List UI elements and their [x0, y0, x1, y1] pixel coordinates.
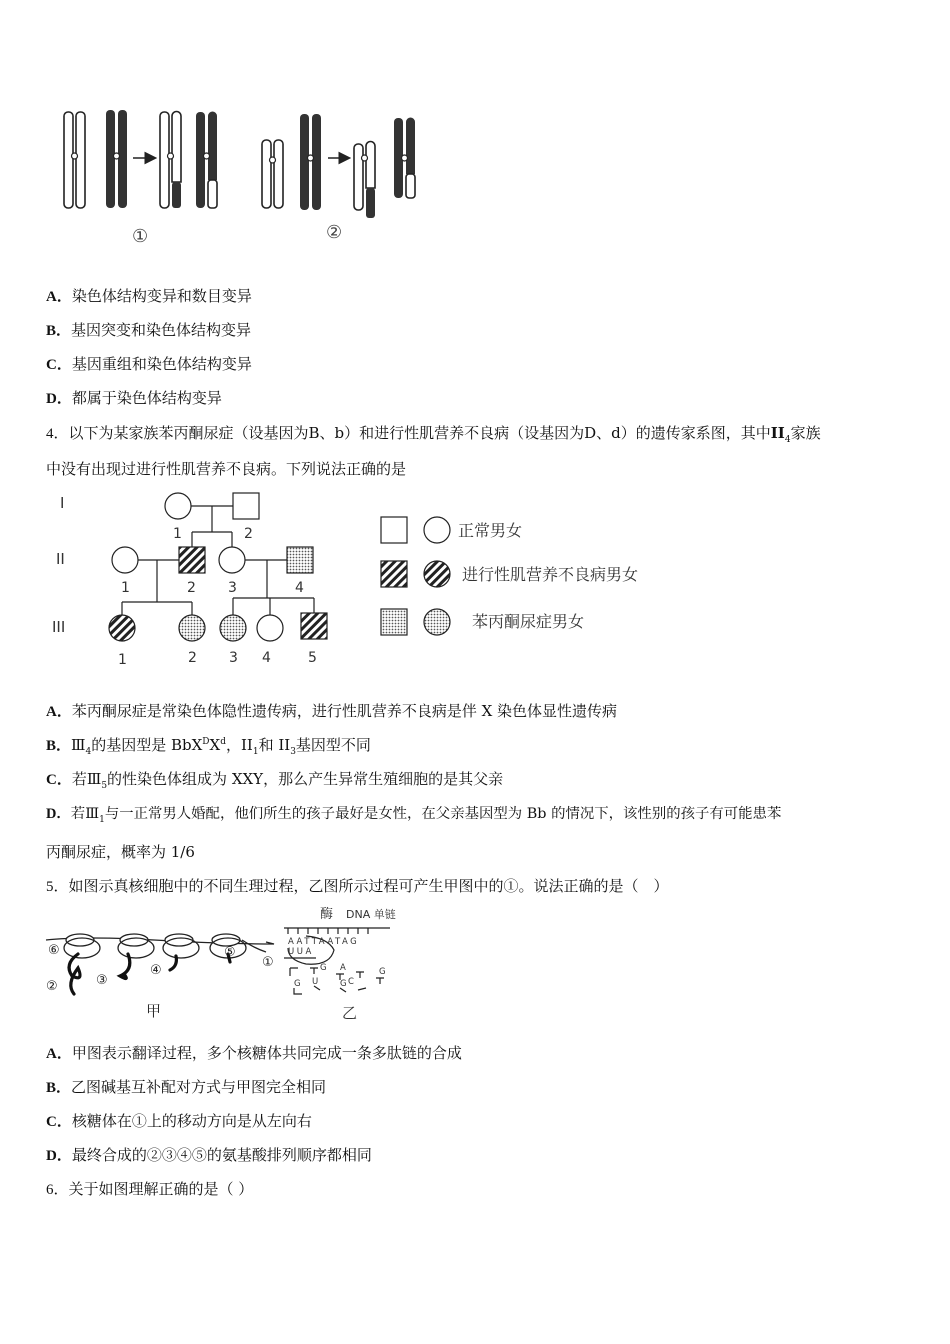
II3-number: 3	[228, 580, 237, 596]
nucleotide-g2: G	[379, 967, 386, 977]
rna-sequence: UUA	[288, 947, 314, 957]
generation-2-label: II	[56, 550, 65, 568]
nucleotide-g1: G	[320, 963, 327, 973]
q4-stem-line2: 中没有出现过进行性肌营养不良病。下列说法正确的是	[46, 460, 407, 478]
nucleotide-c1: C	[348, 977, 354, 987]
legend-pku-female-symbol	[424, 609, 450, 635]
q3-option-c[interactable]: C．基因重组和染色体结构变异	[46, 355, 252, 373]
individual-III3	[220, 615, 246, 641]
legend-normal-male-symbol	[381, 517, 407, 543]
III2-number: 2	[188, 650, 197, 666]
dna-template-sequence: AATTAATAG	[288, 937, 360, 947]
q4-stem-line1: 4．以下为某家族苯丙酮尿症（设基因为B、b）和进行性肌营养不良病（设基因为D、d）的遗传家系图，其中$II_4$家族	[46, 424, 821, 445]
individual-II1	[112, 547, 138, 573]
individual-III4	[257, 615, 283, 641]
nucleotide-g4: G	[340, 979, 347, 989]
q4-option-c[interactable]: C．若$Ⅲ_5$的性染色体组成为 XXY，那么产生异常生殖细胞的是其父亲	[46, 770, 504, 791]
label-6: ⑥	[48, 943, 60, 958]
III4-number: 4	[262, 650, 271, 666]
nucleotide-a1: A	[340, 963, 346, 973]
q4-option-b[interactable]: B．$Ⅲ_4$的基因型是 $BbX^DX^d$，$II_1$和 $II_3$基因型不同	[46, 736, 371, 757]
chromosome-variation-figure	[50, 100, 450, 260]
generation-3-label: III	[52, 618, 66, 636]
individual-I1	[165, 493, 191, 519]
nucleotide-g3: G	[294, 979, 301, 989]
II1-number: 1	[121, 580, 130, 596]
legend-dmd-label: 进行性肌营养不良病男女	[462, 565, 639, 584]
individual-III5	[301, 613, 327, 639]
q5-stem: 5．如图示真核细胞中的不同生理过程，乙图所示过程可产生甲图中的①。说法正确的是（ ）	[46, 877, 669, 895]
legend-pku-male-symbol	[381, 609, 407, 635]
figure-2-label: ②	[326, 222, 343, 243]
figure-1-label: ①	[132, 226, 149, 247]
pedigree-chart	[46, 484, 666, 674]
II4-number: 4	[295, 580, 304, 596]
q4-option-d-line2: 丙酮尿症，概率为 1/6	[46, 843, 195, 861]
label-3: ③	[96, 973, 108, 988]
individual-II3	[219, 547, 245, 573]
polypeptide-2	[69, 954, 80, 994]
q4-option-a[interactable]: A．苯丙酮尿症是常染色体隐性遗传病，进行性肌营养不良病是伴 X 染色体显性遗传病	[46, 702, 618, 720]
yi-label: 乙	[342, 1004, 358, 1022]
individual-II4	[287, 547, 313, 573]
enzyme-label: 酶	[320, 907, 334, 922]
q4-option-d[interactable]: D．若$Ⅲ_1$与一正常男人婚配，他们所生的孩子最好是女性，在父亲基因型为 Bb 的情况下，该性别的孩子有可能患苯	[46, 806, 782, 825]
label-4: ④	[150, 963, 162, 978]
individual-II2	[179, 547, 205, 573]
legend-dmd-female-symbol	[424, 561, 450, 587]
q5-option-d[interactable]: D．最终合成的②③④⑤的氨基酸排列顺序都相同	[46, 1146, 372, 1164]
III1-number: 1	[118, 652, 127, 668]
II2-number: 2	[187, 580, 196, 596]
legend-dmd-male-symbol	[381, 561, 407, 587]
individual-I2	[233, 493, 259, 519]
generation-1-label: I	[60, 494, 65, 512]
q3-option-d[interactable]: D．都属于染色体结构变异	[46, 389, 222, 407]
legend-normal-female-symbol	[424, 517, 450, 543]
III5-number: 5	[308, 650, 317, 666]
label-2: ②	[46, 979, 58, 994]
q3-option-a[interactable]: A．染色体结构变异和数目变异	[46, 287, 252, 305]
I1-number: 1	[173, 526, 182, 542]
individual-III2	[179, 615, 205, 641]
dna-strand-label: DNA 单链	[346, 908, 396, 921]
q6-stem: 6．关于如图理解正确的是（ ）	[46, 1180, 254, 1198]
jia-label: 甲	[146, 1002, 162, 1020]
label-5: ⑤	[224, 945, 236, 960]
III3-number: 3	[229, 650, 238, 666]
polypeptide-4	[170, 956, 176, 970]
nucleotide-u1: U	[312, 977, 319, 987]
figure-1-chromosomes	[64, 110, 217, 208]
translation-transcription-figure	[44, 904, 424, 1028]
q3-option-b[interactable]: B．基因突变和染色体结构变异	[46, 321, 252, 339]
q5-option-a[interactable]: A．甲图表示翻译过程，多个核糖体共同完成一条多肽链的合成	[46, 1044, 462, 1062]
label-1: ①	[262, 955, 274, 970]
figure-2-chromosomes	[262, 114, 415, 218]
I2-number: 2	[244, 526, 253, 542]
legend-normal-label: 正常男女	[458, 521, 523, 540]
polypeptide-3	[120, 954, 130, 979]
legend-pku-label: 苯丙酮尿症男女	[472, 612, 585, 631]
q5-option-b[interactable]: B．乙图碱基互补配对方式与甲图完全相同	[46, 1078, 327, 1096]
q5-option-c[interactable]: C．核糖体在①上的移动方向是从左向右	[46, 1112, 312, 1130]
individual-III1	[109, 615, 135, 641]
